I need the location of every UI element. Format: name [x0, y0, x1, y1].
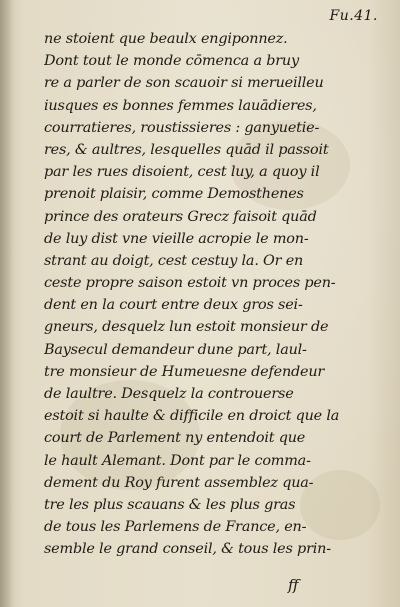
- text-line: re a parler de son scauoir si merueilleu: [44, 75, 324, 92]
- text-line: de luy dist vne vieille acropie le mon-: [44, 230, 309, 247]
- catchword: ff: [288, 576, 299, 594]
- folio-number: Fu.41.: [329, 8, 378, 24]
- text-line: tre les plus scauans & les plus gras: [44, 496, 296, 513]
- text-line: par les rues disoient, cest luy, a quoy il: [44, 164, 320, 181]
- text-line: gneurs, desquelz lun estoit monsieur de: [44, 319, 329, 336]
- text-block: [44, 28, 376, 561]
- text-line: strant au doigt, cest cestuy la. Or en: [44, 252, 304, 269]
- text-line: estoit si haulte & difficile en droict que la: [44, 408, 340, 425]
- text-line: Dont tout le monde cōmenca a bruy: [44, 53, 299, 70]
- text-line: court de Parlement ny entendoit que: [44, 430, 306, 447]
- text-line: de laultre. Desquelz la controuerse: [44, 386, 294, 402]
- text-line: res, & aultres, lesquelles quād il passoit: [44, 141, 329, 158]
- text-line: le hault Alemant. Dont par le comma-: [44, 452, 311, 469]
- text-line: semble le grand conseil, & tous les prin-: [44, 541, 331, 558]
- text-line: ceste propre saison estoit vn proces pen-: [44, 275, 336, 292]
- text-line: dent en la court entre deux gros sei-: [44, 297, 303, 314]
- text-line: tre monsieur de Humeuesne defendeur: [44, 363, 325, 380]
- text-line: ne stoient que beaulx engiponnez.: [44, 31, 288, 47]
- text-line: de tous les Parlemens de France, en-: [44, 519, 307, 536]
- text-line: prince des orateurs Grecz faisoit quād: [44, 208, 317, 225]
- gutter-shadow: [0, 0, 14, 607]
- text-line: Baysecul demandeur dune part, laul-: [44, 341, 307, 358]
- text-line: courratieres, roustissieres : ganyuetie-: [44, 119, 320, 136]
- text-line: iusques es bonnes femmes lauādieres,: [44, 97, 317, 114]
- text-line: dement du Roy furent assemblez qua-: [44, 474, 314, 491]
- text-line: prenoit plaisir, comme Demosthenes: [44, 186, 304, 203]
